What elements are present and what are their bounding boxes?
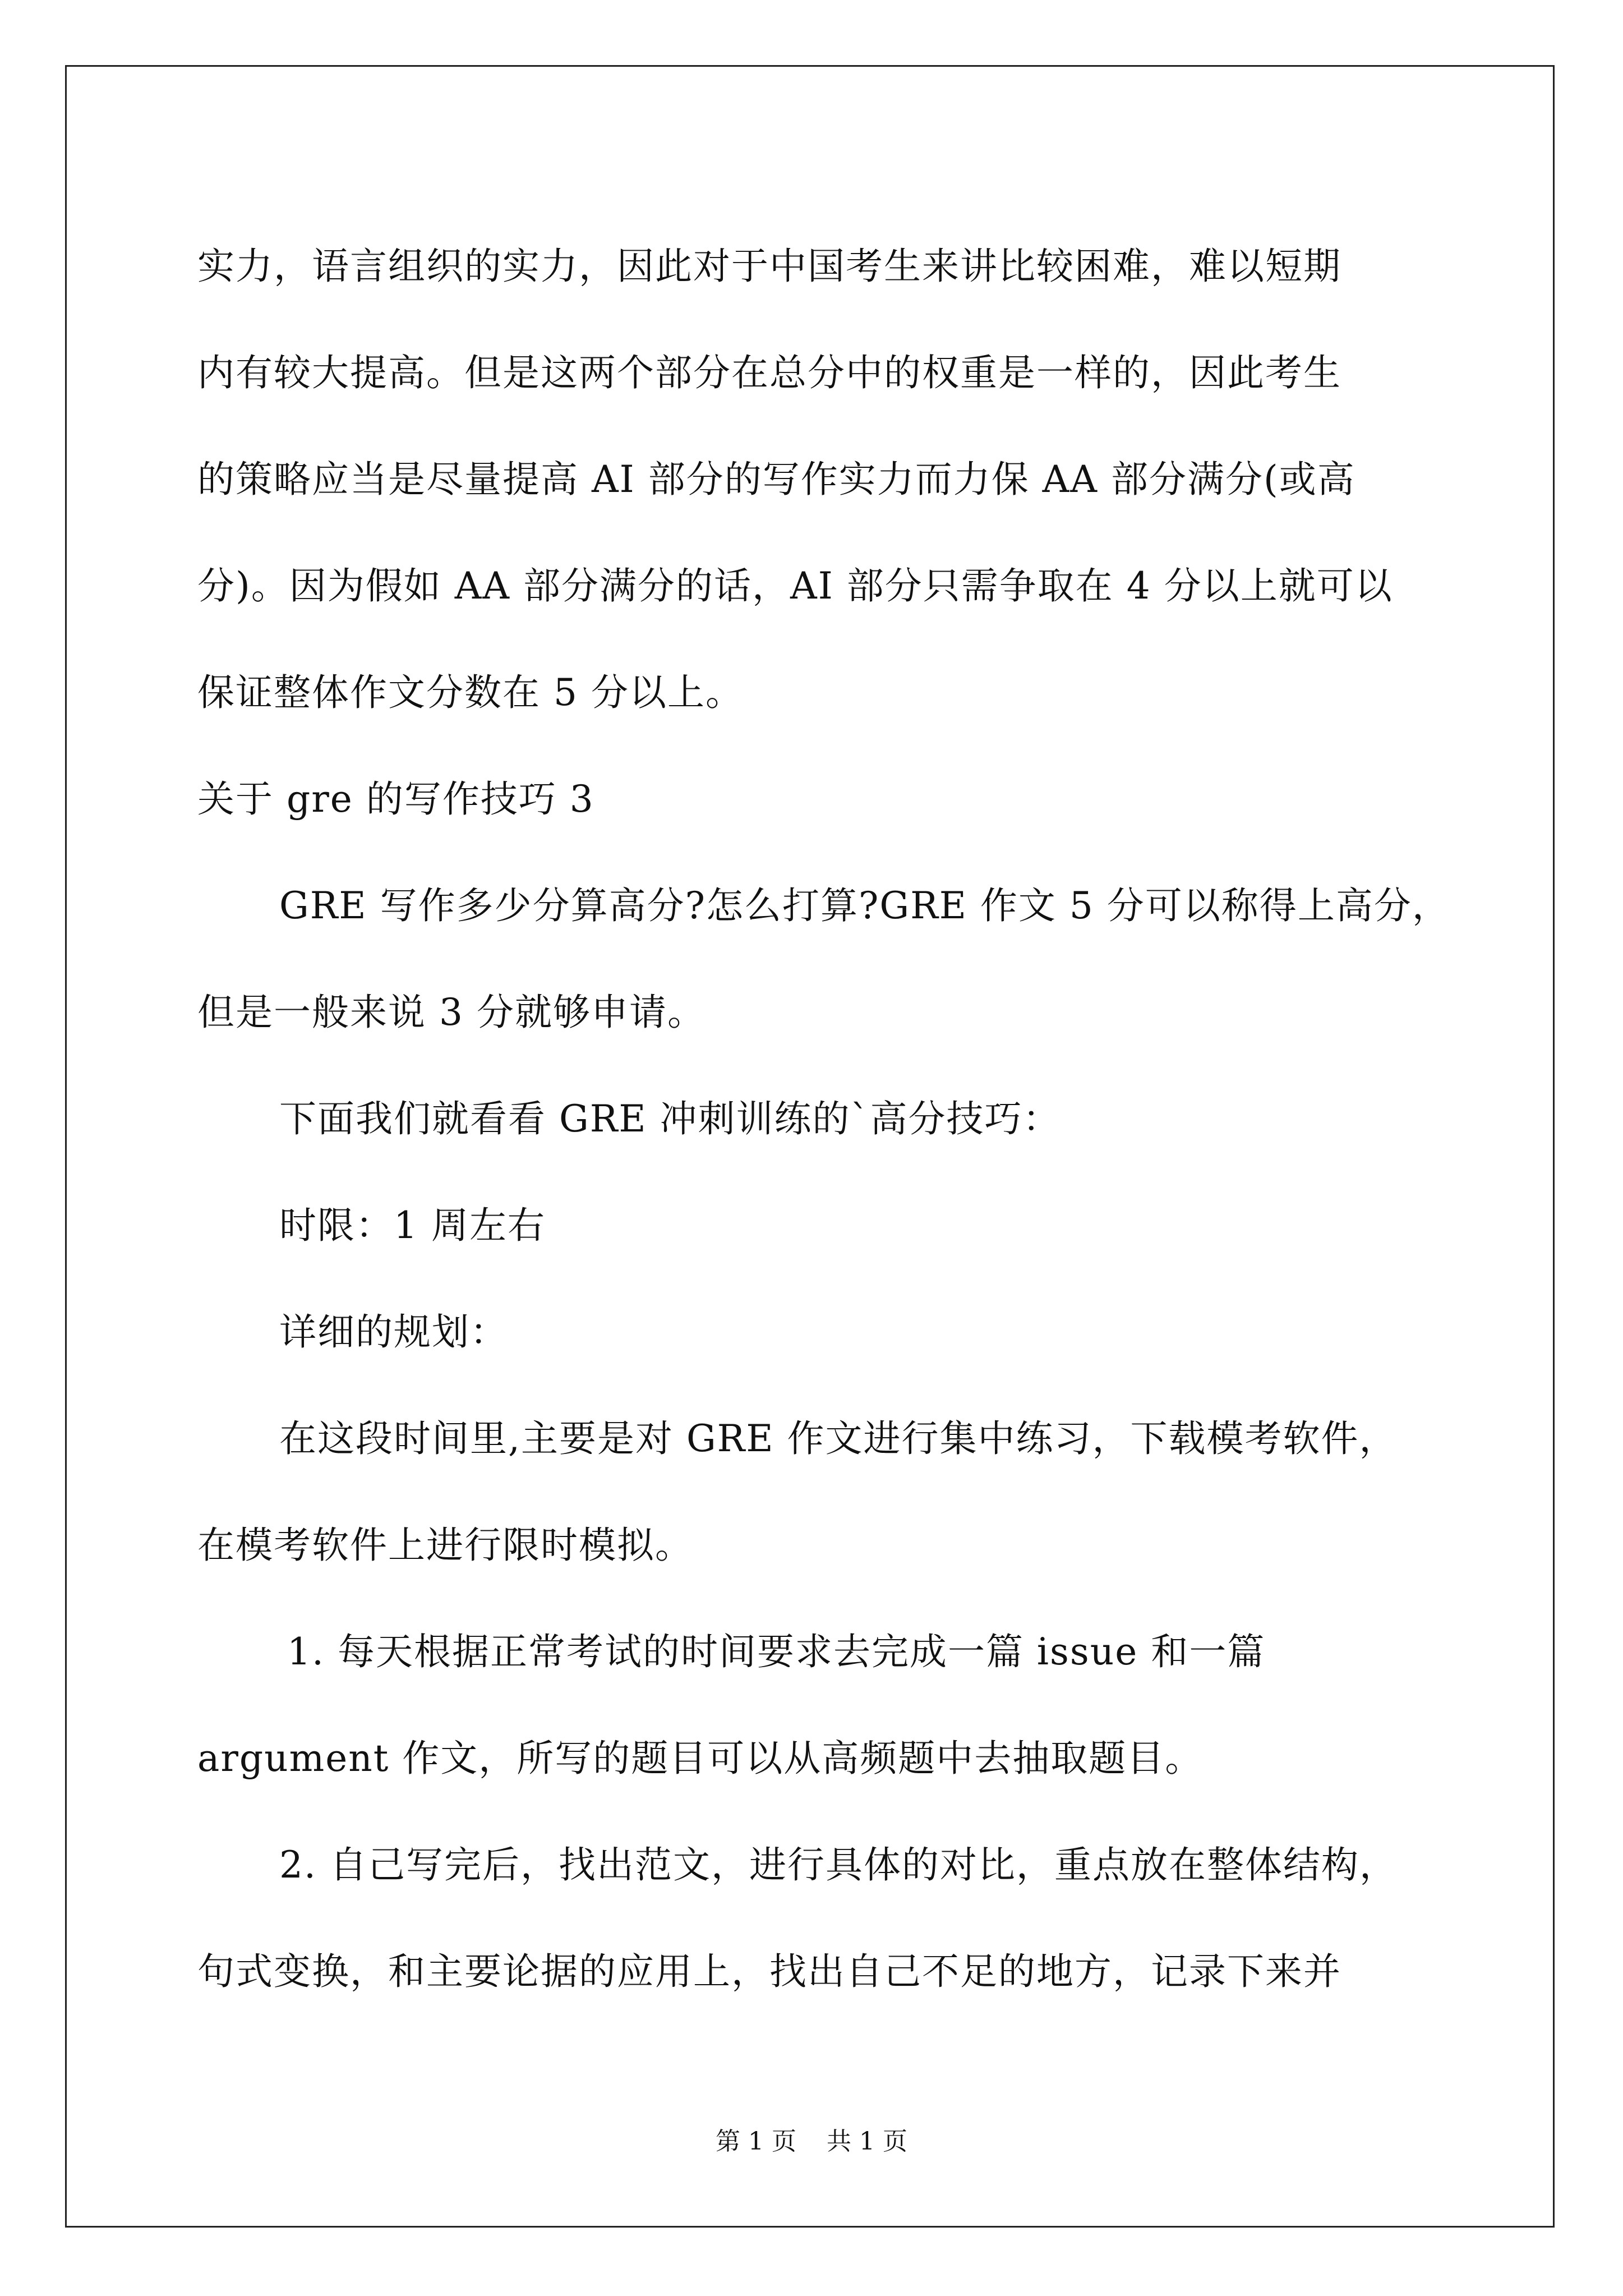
list-item: 2. 自己写完后，找出范文，进行具体的对比，重点放在整体结构， bbox=[279, 1843, 1398, 1887]
text-line: 但是一般来说 3 分就够申请。 bbox=[197, 991, 706, 1034]
text-line: 时限：1 周左右 bbox=[279, 1204, 546, 1247]
section-heading: 关于 gre 的写作技巧 3 bbox=[197, 777, 594, 821]
text-line: GRE 写作多少分算高分?怎么打算?GRE 作文 5 分可以称得上高分， bbox=[279, 884, 1450, 927]
document-body bbox=[197, 213, 1450, 2025]
text-line: 在模考软件上进行限时模拟。 bbox=[197, 1524, 693, 1567]
page-footer bbox=[0, 2125, 1623, 2159]
page-number-current: 第 1 页 bbox=[716, 2127, 796, 2156]
text-line: 句式变换，和主要论据的应用上，找出自己不足的地方，记录下来并 bbox=[197, 1950, 1341, 1993]
text-line: argument 作文，所写的题目可以从高频题中去抽取题目。 bbox=[197, 1737, 1204, 1780]
text-line: 保证整体作文分数在 5 分以上。 bbox=[197, 671, 744, 714]
text-line: 实力，语言组织的实力，因此对于中国考生来讲比较困难，难以短期 bbox=[197, 245, 1341, 288]
text-line: 在这段时间里,主要是对 GRE 作文进行集中练习，下载模考软件， bbox=[279, 1417, 1398, 1460]
text-line: 详细的规划： bbox=[279, 1310, 508, 1354]
list-item: 1. 每天根据正常考试的时间要求去完成一篇 issue 和一篇 bbox=[287, 1630, 1266, 1673]
page-number-total: 共 1 页 bbox=[827, 2127, 907, 2156]
text-line: 内有较大提高。但是这两个部分在总分中的权重是一样的，因此考生 bbox=[197, 351, 1341, 394]
text-line: 的策略应当是尽量提高 AI 部分的写作实力而力保 AA 部分满分(或高 bbox=[197, 458, 1355, 501]
text-line: 下面我们就看看 GRE 冲刺训练的`高分技巧： bbox=[279, 1097, 1061, 1140]
text-line: 分)。因为假如 AA 部分满分的话，AI 部分只需争取在 4 分以上就可以 bbox=[197, 564, 1393, 608]
